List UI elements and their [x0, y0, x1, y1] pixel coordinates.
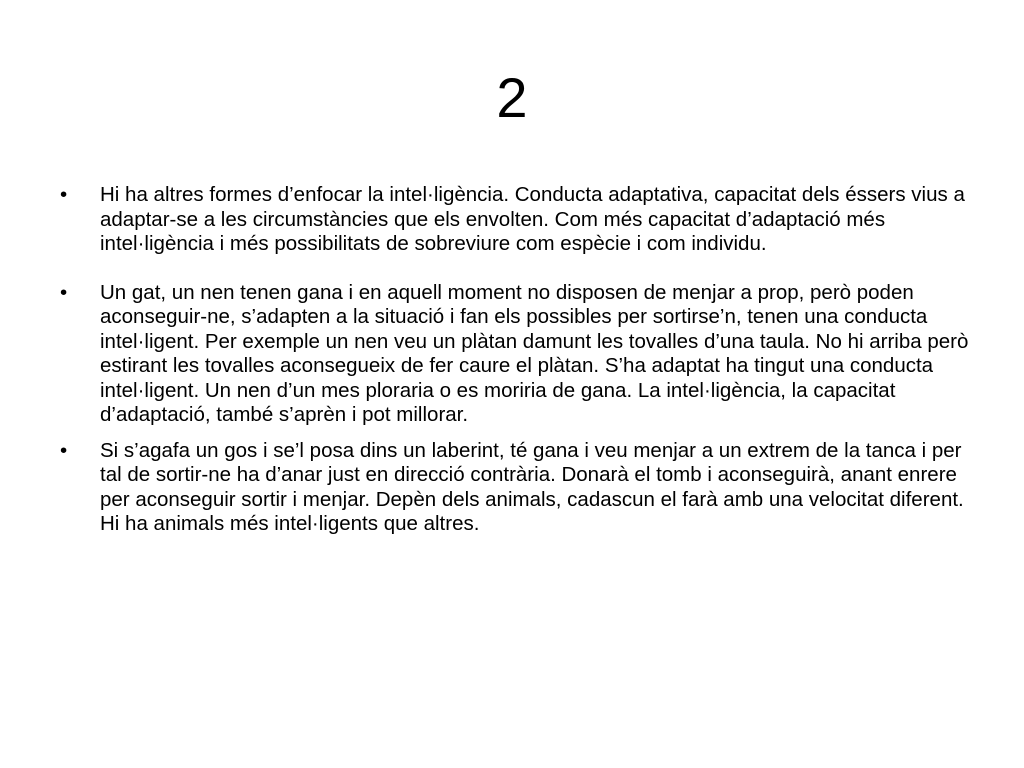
bullet-text: Hi ha altres formes d’enfocar la intel·ligència. Conducta adaptativa, capacitat dels éssers vius a adaptar-se a les circumstàncies que els envolten. Com més capacitat d’adaptació més intel·ligència i més possibilitats de sobreviure com espècie i com individu.	[100, 183, 965, 255]
bullet-item	[60, 439, 975, 537]
bullet-marker: •	[60, 183, 68, 206]
bullet-list	[60, 183, 975, 537]
bullet-item	[60, 281, 975, 428]
bullet-marker: •	[60, 438, 68, 462]
slide-title: 2	[496, 66, 528, 129]
bullet-item	[60, 183, 975, 257]
bullet-text: Si s’agafa un gos i se’l posa dins un laberint, té gana i veu menjar a un extrem de la tanca i per tal de sortir-ne ha d’anar just en direcció contrària. Donarà el tomb i aconseguirà, anant enrere per aconseguir sortir i menjar. Depèn dels animals, cadascun el farà amb una velocitat diferent. Hi ha animals més intel·ligents que altres.	[100, 438, 964, 535]
bullet-marker: •	[60, 280, 68, 304]
bullet-text: Un gat, un nen tenen gana i en aquell moment no disposen de menjar a prop, però poden aconseguir-ne, s’adapten a la situació i fan els possibles per sortirse’n, tenen una conducta intel·ligent. Per exemple un nen veu un plàtan damunt les tovalles d’una taula. No hi arriba però estirant les tovalles aconsegueix de fer caure el plàtan. S’ha adaptat ha tingut una conducta intel·ligent. Un nen d’un mes ploraria o es moriria de gana. La intel·ligència, la capacitat d’adaptació, també s’aprèn i pot millorar.	[100, 280, 969, 426]
